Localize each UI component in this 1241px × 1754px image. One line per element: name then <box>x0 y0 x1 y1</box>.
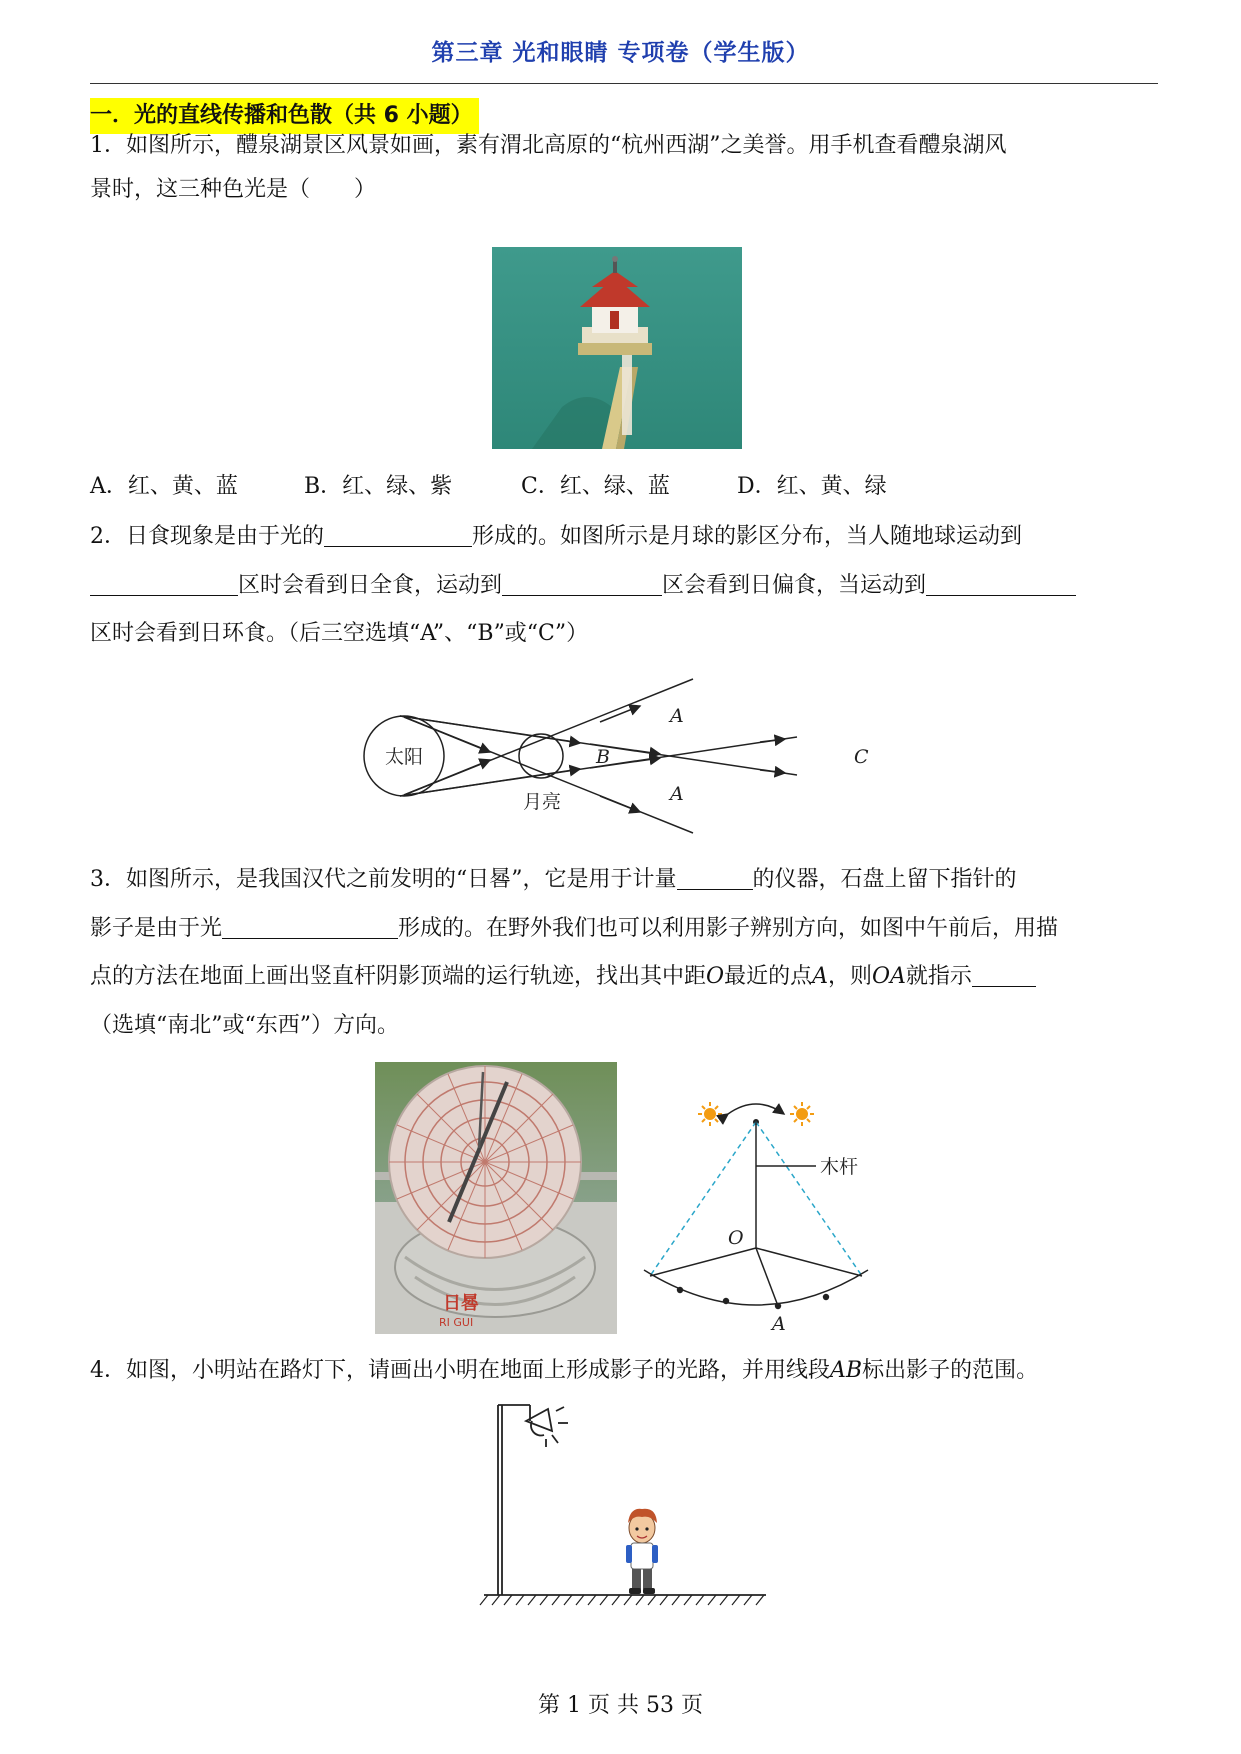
q1-options-row <box>90 473 887 501</box>
q4-streetlight-diagram <box>470 1395 780 1620</box>
q3-symbol-a: A <box>812 964 828 989</box>
sun-icon-right <box>790 1102 814 1126</box>
region-b-label: B <box>596 746 610 768</box>
q2-solar-eclipse-diagram <box>360 660 880 845</box>
q3-text-1b: 的仪器，石盘上留下指针的 <box>752 867 1017 892</box>
page-number: 第 1 页 共 53 页 <box>538 1693 703 1718</box>
q2-text-1b: 形成的。如图所示是月球的影区分布，当人随地球运动到 <box>472 524 1023 549</box>
q1-lake-pavilion-photo <box>492 247 742 449</box>
q2-stem-line2 <box>90 572 1076 600</box>
q3-stem-line2 <box>90 915 1058 943</box>
region-c-label: C <box>854 746 869 768</box>
q2-text-2a: 区时会看到日全食，运动到 <box>238 573 503 598</box>
page-header-title: 第三章 光和眼睛 专项卷（学生版） <box>431 40 810 66</box>
q3-symbol-o: O <box>706 964 725 989</box>
q4-symbol-ab: AB <box>830 1358 863 1383</box>
q1-option-a[interactable]: A．红、黄、蓝 <box>90 474 238 499</box>
q3-text-2a: 影子是由于光 <box>90 916 223 941</box>
q3-symbol-oa: OA <box>871 964 906 989</box>
q3-blank-3[interactable] <box>972 964 1036 987</box>
q3-text-3c: 最近的点 <box>724 964 813 989</box>
q2-text-1a: 2．日食现象是由于光的 <box>90 524 324 549</box>
q1-stem-line1: 1．如图所示，醴泉湖景区风景如画，素有渭北高原的“杭州西湖”之美誉。用手机查看醴泉湖风 <box>90 133 1007 158</box>
moon-label: 月亮 <box>522 791 562 813</box>
q2-blank-2[interactable] <box>90 573 238 596</box>
sun-icon-left <box>698 1102 722 1126</box>
region-a-lower-label: A <box>670 783 684 805</box>
q3-text-3g: 就指示 <box>905 964 972 989</box>
q3-stem-line1 <box>90 866 1017 894</box>
q3-stem-line3 <box>90 963 1036 991</box>
q3-stem-line4: （选填“南北”或“东西”）方向。 <box>90 1013 399 1038</box>
q3-text-2b: 形成的。在野外我们也可以利用影子辨别方向，如图中午前后，用描 <box>398 916 1059 941</box>
q4-stem-line1 <box>90 1357 1038 1385</box>
q4-text-a: 4．如图，小明站在路灯下，请画出小明在地面上形成影子的光路，并用线段 <box>90 1358 830 1383</box>
q3-text-1a: 3．如图所示，是我国汉代之前发明的“日晷”，它是用于计量 <box>90 867 677 892</box>
q1-option-b[interactable]: B．红、绿、紫 <box>304 474 453 499</box>
q2-stem-line3: 区时会看到日环食。（后三空选填“A”、“B”或“C”） <box>90 621 589 646</box>
q3-shadow-trajectory-diagram <box>630 1090 880 1340</box>
sundial-caption-pinyin: RI GUI <box>439 1316 474 1329</box>
q1-stem-line2: 景时，这三种色光是（ ） <box>90 177 377 202</box>
pole-label: 木杆 <box>820 1156 859 1178</box>
q1-option-c[interactable]: C．红、绿、蓝 <box>521 474 670 499</box>
point-o-label: O <box>728 1227 744 1249</box>
q4-text-c: 标出影子的范围。 <box>862 1358 1039 1383</box>
q2-blank-3[interactable] <box>502 573 662 596</box>
q1-option-d[interactable]: D．红、黄、绿 <box>737 474 887 499</box>
q2-stem-line1 <box>90 523 1022 551</box>
q3-blank-1[interactable] <box>677 867 753 890</box>
point-a-label: A <box>772 1313 786 1335</box>
q3-sundial-photo <box>375 1062 617 1334</box>
q2-blank-1[interactable] <box>324 524 472 547</box>
region-a-upper-label: A <box>670 705 684 727</box>
header-rule <box>90 83 1158 84</box>
q2-text-2b: 区会看到日偏食，当运动到 <box>662 573 927 598</box>
q3-text-3e: ，则 <box>827 964 872 989</box>
q2-blank-4[interactable] <box>926 573 1076 596</box>
q3-text-3a: 点的方法在地面上画出竖直杆阴影顶端的运行轨迹，找出其中距 <box>90 964 707 989</box>
sun-label: 太阳 <box>384 746 424 768</box>
section-heading: 一．光的直线传播和色散（共 6 小题） <box>90 98 479 134</box>
boy-figure <box>626 1509 658 1594</box>
q3-blank-2[interactable] <box>222 916 398 939</box>
sundial-caption: 日晷 <box>443 1293 479 1314</box>
